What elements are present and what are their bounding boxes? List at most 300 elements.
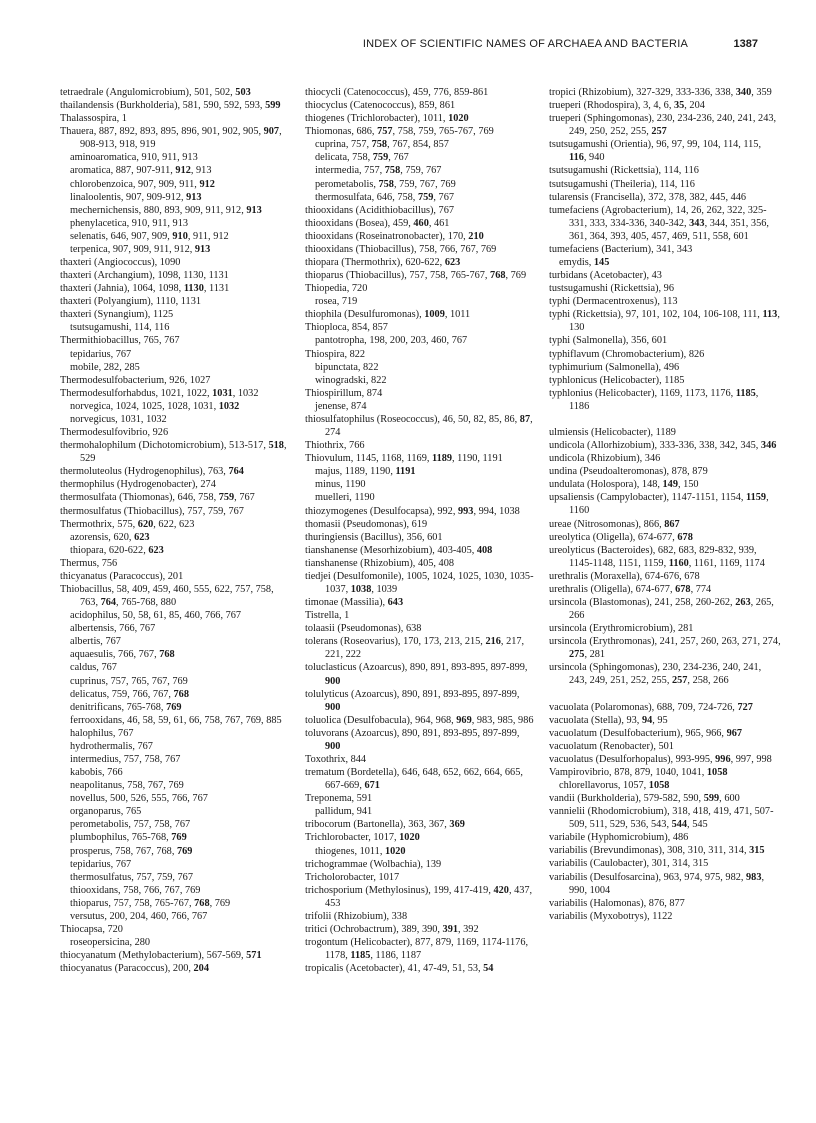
index-subentry bbox=[305, 164, 537, 177]
entry-text-after: , 1190, 1191 bbox=[452, 453, 503, 465]
entry-text: versutus, 200, 204, 460, 766, 767 bbox=[70, 910, 208, 922]
entry-primary-page: 369 bbox=[449, 819, 465, 831]
entry-primary-page: 758 bbox=[378, 178, 394, 190]
index-entry bbox=[305, 661, 537, 687]
entry-primary-page: 1031 bbox=[212, 387, 233, 399]
entry-primary-page: 727 bbox=[737, 701, 753, 713]
entry-primary-page: 1020 bbox=[448, 113, 469, 125]
entry-primary-page: 503 bbox=[235, 87, 251, 98]
entry-text-after: , 265, 266 bbox=[569, 596, 774, 622]
index-entry bbox=[60, 269, 292, 282]
entry-text: jenense, 874 bbox=[315, 400, 367, 412]
entry-text: cuprinus, 757, 765, 767, 769 bbox=[70, 675, 188, 687]
entry-primary-page: 764 bbox=[100, 597, 117, 609]
entry-text: Thermodesulfobacterium, 926, 1027 bbox=[60, 374, 211, 386]
index-subentry bbox=[305, 361, 537, 374]
index-entry bbox=[549, 714, 781, 727]
entry-primary-page: 620 bbox=[137, 518, 154, 530]
entry-text-after: , 983, 985, 986 bbox=[471, 714, 534, 726]
index-entry bbox=[549, 86, 781, 99]
entry-text: Thiothrix, 766 bbox=[305, 440, 365, 452]
entry-primary-page: 759 bbox=[218, 492, 235, 504]
index-entry bbox=[305, 544, 537, 557]
index-entry bbox=[305, 831, 537, 844]
index-subentry bbox=[60, 413, 292, 426]
entry-primary-page: 768 bbox=[490, 270, 506, 282]
index-subentry bbox=[60, 897, 292, 910]
entry-text: trifolii (Rhizobium), 338 bbox=[305, 910, 408, 922]
index-subentry bbox=[60, 753, 292, 766]
entry-text-after: , 767 bbox=[433, 191, 454, 203]
entry-text: upsaliensis (Campylobacter), 1147-1151, 1154, bbox=[549, 492, 747, 504]
index-entry bbox=[60, 387, 292, 400]
entry-primary-page: 1185 bbox=[350, 950, 371, 962]
index-entry bbox=[305, 635, 537, 661]
entry-text: Thalassospira, 1 bbox=[60, 113, 127, 125]
entry-primary-page: 769 bbox=[176, 845, 193, 857]
entry-text: albertensis, 766, 767 bbox=[70, 623, 156, 635]
index-subentry bbox=[60, 884, 292, 897]
entry-primary-page: 94 bbox=[641, 714, 653, 726]
entry-text: urethralis (Moraxella), 674-676, 678 bbox=[549, 570, 700, 582]
entry-primary-page: 768 bbox=[159, 649, 175, 661]
entry-text-after: , 767 bbox=[234, 492, 255, 504]
entry-text: trematum (Bordetella), 646, 648, 652, 662, 664, 665, 667-669, bbox=[305, 767, 523, 792]
index-entry bbox=[60, 583, 292, 609]
entry-primary-page: 1191 bbox=[395, 466, 416, 478]
entry-text: intermedia, 757, bbox=[315, 165, 385, 177]
index-entry bbox=[549, 164, 781, 177]
entry-text-after: , 908-913, 918, 919 bbox=[80, 126, 282, 151]
entry-text: thermosulfatus, 757, 759, 767 bbox=[70, 871, 193, 883]
entry-text: ursincola (Erythromicrobium), 281 bbox=[549, 623, 694, 635]
index-entry bbox=[305, 413, 537, 439]
index-subentry bbox=[60, 348, 292, 361]
index-entry bbox=[305, 518, 537, 531]
entry-primary-page: 204 bbox=[193, 963, 209, 975]
entry-primary-page: 913 bbox=[194, 243, 211, 255]
entry-text: ureolytica (Oligella), 674-677, bbox=[549, 531, 678, 543]
entry-text: thermophilus (Hydrogenobacter), 274 bbox=[60, 479, 216, 491]
index-entry bbox=[305, 766, 537, 792]
index-entry bbox=[549, 570, 781, 583]
entry-text: pantotropha, 198, 200, 203, 460, 767 bbox=[315, 335, 468, 347]
entry-text: tularensis (Francisella), 372, 378, 382, 445, 446 bbox=[549, 191, 747, 203]
index-subentry bbox=[60, 622, 292, 635]
entry-text-after: , 600 bbox=[719, 793, 740, 805]
index-entry bbox=[305, 230, 537, 243]
index-entry bbox=[305, 936, 537, 962]
index-subentry bbox=[60, 805, 292, 818]
entry-primary-page: 769 bbox=[166, 701, 182, 713]
index-entry bbox=[305, 348, 537, 361]
entry-text-after: , 1032 bbox=[232, 387, 259, 399]
entry-text: tianshanense (Rhizobium), 405, 408 bbox=[305, 557, 454, 569]
entry-text: trogontum (Helicobacter), 877, 879, 1169, 1174-1176, 1178, bbox=[305, 937, 529, 962]
entry-primary-page: 1185 bbox=[735, 387, 756, 399]
index-entry bbox=[305, 112, 537, 125]
entry-text: trueperi (Rhodospira), 3, 4, 6, bbox=[549, 100, 674, 112]
index-subentry bbox=[305, 845, 537, 858]
entry-text: thiooxidans (Thiobacillus), 758, 766, 767, 769 bbox=[305, 243, 497, 255]
entry-primary-page: 912 bbox=[175, 165, 191, 177]
index-entry bbox=[305, 818, 537, 831]
index-entry bbox=[60, 426, 292, 439]
entry-text: thiogenes (Trichlorobacter), 1011, bbox=[305, 113, 449, 125]
entry-text: thiooxidans (Roseinatronobacter), 170, bbox=[305, 230, 469, 242]
index-entry bbox=[549, 439, 781, 452]
index-entry bbox=[549, 204, 781, 243]
entry-text: Vampirovibrio, 878, 879, 1040, 1041, bbox=[549, 766, 707, 778]
entry-text: Treponema, 591 bbox=[305, 793, 373, 805]
index-subentry bbox=[305, 191, 537, 204]
entry-text: thuringiensis (Bacillus), 356, 601 bbox=[305, 531, 443, 543]
index-subentry bbox=[60, 400, 292, 413]
index-subentry bbox=[60, 178, 292, 191]
index-subentry bbox=[60, 831, 292, 844]
entry-text: neapolitanus, 758, 767, 769 bbox=[70, 780, 184, 792]
index-subentry bbox=[305, 805, 537, 818]
entry-text: thaxteri (Angiococcus), 1090 bbox=[60, 257, 181, 269]
index-entry bbox=[549, 805, 781, 831]
index-subentry bbox=[60, 164, 292, 177]
index-subentry bbox=[60, 648, 292, 661]
entry-text: thiocyanatum (Methylobacterium), 567-569, bbox=[60, 950, 247, 962]
index-subentry bbox=[60, 361, 292, 374]
index-entry bbox=[549, 361, 781, 374]
entry-text: emydis, bbox=[559, 257, 594, 269]
entry-primary-page: 263 bbox=[735, 596, 751, 608]
entry-text: delicatus, 759, 766, 767, bbox=[70, 688, 174, 700]
index-entry bbox=[60, 374, 292, 387]
entry-primary-page: 967 bbox=[726, 727, 743, 739]
entry-text: ureolyticus (Bacteroides), 682, 683, 829-832, 939, 1145-1148, 1151, 1159, bbox=[549, 544, 757, 569]
entry-text: thiopara, 620-622, bbox=[70, 544, 149, 556]
entry-text: aquaesulis, 766, 767, bbox=[70, 649, 160, 661]
entry-text: variabilis (Caulobacter), 301, 314, 315 bbox=[549, 858, 709, 870]
entry-text: vandii (Burkholderia), 579-582, 590, bbox=[549, 793, 704, 805]
entry-text: thermohalophilum (Dichotomicrobium), 513-517, bbox=[60, 440, 269, 452]
entry-text-after: , 769 bbox=[209, 897, 231, 909]
entry-text: variabilis (Halomonas), 876, 877 bbox=[549, 897, 685, 909]
entry-text: thiocyanatus (Paracoccus), 200, bbox=[60, 963, 194, 975]
entry-text: cuprina, 757, bbox=[315, 139, 372, 151]
index-entry bbox=[60, 112, 292, 125]
entry-primary-page: 340 bbox=[735, 87, 752, 98]
entry-primary-page: 758 bbox=[371, 139, 388, 151]
entry-text-after: , 940 bbox=[583, 152, 605, 164]
entry-text: tropici (Rhizobium), 327-329, 333-336, 338, bbox=[549, 87, 736, 98]
index-entry bbox=[60, 439, 292, 465]
running-title: INDEX OF SCIENTIFIC NAMES OF ARCHAEA AND BACTERIA bbox=[362, 38, 688, 50]
entry-text: undicola (Allorhizobium), 333-336, 338, 342, 345, bbox=[549, 440, 761, 452]
entry-text-after: , 774 bbox=[690, 583, 712, 595]
index-subentry bbox=[60, 217, 292, 230]
index-subentry bbox=[60, 243, 292, 256]
index-entry bbox=[305, 531, 537, 544]
index-entry bbox=[305, 714, 537, 727]
entry-primary-page: 518 bbox=[268, 440, 284, 452]
index-entry bbox=[60, 518, 292, 531]
entry-text: turbidans (Acetobacter), 43 bbox=[549, 270, 662, 282]
entry-text: Thauera, 887, 892, 893, 895, 896, 901, 902, 905, bbox=[60, 126, 264, 138]
entry-primary-page: 1038 bbox=[350, 583, 372, 595]
index-entry bbox=[305, 308, 537, 321]
index-subentry bbox=[60, 151, 292, 164]
entry-primary-page: 678 bbox=[677, 531, 693, 543]
index-entry bbox=[549, 661, 781, 687]
index-entry bbox=[60, 570, 292, 583]
entry-primary-page: 113 bbox=[762, 309, 778, 321]
entry-primary-page: 210 bbox=[468, 230, 484, 242]
index-entry bbox=[60, 282, 292, 295]
entry-primary-page: 757 bbox=[377, 126, 393, 138]
entry-text-after: , 767 bbox=[388, 152, 409, 164]
entry-text: variabile (Hyphomicrobium), 486 bbox=[549, 832, 689, 844]
entry-text: rosea, 719 bbox=[315, 296, 358, 308]
index-entry bbox=[549, 701, 781, 714]
entry-text: aromatica, 887, 907-911, bbox=[70, 165, 176, 177]
entry-primary-page: 1130 bbox=[183, 283, 204, 295]
index-entry bbox=[60, 295, 292, 308]
index-subentry bbox=[60, 531, 292, 544]
index-subentry bbox=[60, 321, 292, 334]
index-subentry bbox=[60, 609, 292, 622]
entry-text: thermoluteolus (Hydrogenophilus), 763, bbox=[60, 466, 229, 478]
entry-text: chlorobenzoica, 907, 909, 911, bbox=[70, 178, 200, 190]
entry-text: typhimurium (Salmonella), 496 bbox=[549, 361, 680, 373]
entry-text: thiosulfatophilus (Roseococcus), 46, 50, 82, 85, 86, bbox=[305, 413, 520, 425]
entry-text-after: , 150 bbox=[677, 479, 699, 491]
entry-primary-page: 912 bbox=[199, 178, 215, 190]
entry-primary-page: 315 bbox=[749, 845, 765, 857]
entry-text: perometabolis, bbox=[315, 178, 379, 190]
index-entry bbox=[60, 923, 292, 936]
entry-text: thaxteri (Polyangium), 1110, 1131 bbox=[60, 296, 201, 308]
entry-primary-page: 758 bbox=[384, 165, 401, 177]
index-subentry bbox=[60, 191, 292, 204]
entry-text: chlorellavorus, 1057, bbox=[559, 779, 649, 791]
entry-text: toluclasticus (Azoarcus), 890, 891, 893-895, 897-899, bbox=[305, 662, 528, 674]
index-entry bbox=[305, 269, 537, 282]
entry-primary-page: 907 bbox=[263, 126, 280, 138]
index-entry bbox=[60, 308, 292, 321]
entry-primary-page: 769 bbox=[171, 832, 187, 844]
entry-text-after: , 281 bbox=[584, 649, 606, 661]
entry-text: tetraedrale (Angulomicrobium), 501, 502, bbox=[60, 87, 236, 98]
entry-text: thaxteri (Jahnia), 1064, 1098, bbox=[60, 283, 184, 295]
index-entry bbox=[549, 766, 781, 779]
entry-primary-page: 275 bbox=[569, 649, 585, 661]
index-entry bbox=[549, 897, 781, 910]
index-entry bbox=[549, 295, 781, 308]
entry-text: prosperus, 758, 767, 768, bbox=[70, 845, 177, 857]
index-subentry bbox=[60, 779, 292, 792]
entry-text: tustsugamushi (Rickettsia), 96 bbox=[549, 283, 674, 295]
index-subentry bbox=[549, 779, 781, 792]
entry-text: tsutsugamushi (Theileria), 114, 116 bbox=[549, 178, 695, 190]
entry-text: toluolica (Desulfobacula), 964, 968, bbox=[305, 714, 457, 726]
entry-primary-page: 643 bbox=[387, 597, 404, 609]
index-entry bbox=[305, 125, 537, 138]
entry-text: thaxteri (Archangium), 1098, 1130, 1131 bbox=[60, 270, 229, 282]
index-entry bbox=[549, 583, 781, 596]
entry-text: perometabolis, 757, 758, 767 bbox=[70, 819, 191, 831]
entry-text: urethralis (Oligella), 674-677, bbox=[549, 583, 676, 595]
index-subentry bbox=[305, 138, 537, 151]
entry-text-after: , 1186, 1187 bbox=[370, 950, 422, 962]
index-subentry bbox=[60, 871, 292, 884]
index-entry bbox=[549, 178, 781, 191]
entry-text: tritici (Ochrobactrum), 389, 390, bbox=[305, 924, 443, 935]
index-subentry bbox=[60, 910, 292, 923]
entry-primary-page: 116 bbox=[569, 152, 584, 164]
entry-primary-page: 1058 bbox=[706, 766, 728, 778]
index-subentry bbox=[305, 374, 537, 387]
index-entry bbox=[305, 753, 537, 766]
entry-text: Thiospirillum, 874 bbox=[305, 387, 383, 399]
entry-text: undicola (Rhizobium), 346 bbox=[549, 453, 661, 465]
entry-primary-page: 623 bbox=[134, 531, 150, 543]
entry-text: ursincola (Blastomonas), 241, 258, 260-262, bbox=[549, 596, 736, 608]
entry-text-after: , 1131 bbox=[203, 283, 230, 295]
index-entry bbox=[549, 792, 781, 805]
index-subentry bbox=[305, 491, 537, 504]
entry-text: toluvorans (Azoarcus), 890, 891, 893-895, 897-899, bbox=[305, 727, 520, 739]
entry-text-after: , 765-768, 880 bbox=[116, 597, 177, 609]
entry-text-after: , 130 bbox=[569, 309, 780, 334]
entry-text: caldus, 767 bbox=[70, 662, 117, 674]
index-entry bbox=[549, 452, 781, 465]
entry-primary-page: 759 bbox=[417, 191, 434, 203]
entry-text: trichogrammae (Wolbachia), 139 bbox=[305, 858, 442, 870]
entry-text: thiopara (Thermothrix), 620-622, bbox=[305, 257, 445, 269]
entry-text: thaxteri (Synangium), 1125 bbox=[60, 309, 174, 321]
index-entry bbox=[60, 256, 292, 269]
index-entry bbox=[549, 478, 781, 491]
entry-text: vacuolatum (Desulfobacterium), 965, 966, bbox=[549, 727, 727, 739]
index-entry bbox=[549, 191, 781, 204]
entry-text-after: , 997, 998 bbox=[730, 753, 772, 765]
entry-text: typhlonius (Helicobacter), 1169, 1173, 1176, bbox=[549, 387, 736, 399]
entry-text-after: , 274 bbox=[325, 413, 533, 439]
index-subentry bbox=[60, 688, 292, 701]
index-entry bbox=[305, 557, 537, 570]
index-entry bbox=[305, 923, 537, 936]
index-entry bbox=[549, 243, 781, 256]
index-entry bbox=[305, 792, 537, 805]
entry-text-after: , 767, 854, 857 bbox=[387, 139, 449, 151]
entry-primary-page: 408 bbox=[476, 544, 493, 556]
entry-text-after: , 204 bbox=[684, 100, 705, 112]
entry-primary-page: 544 bbox=[671, 819, 688, 831]
index-entry bbox=[305, 243, 537, 256]
entry-primary-page: 913 bbox=[246, 204, 262, 216]
entry-text: majus, 1189, 1190, bbox=[315, 466, 396, 478]
entry-primary-page: 900 bbox=[325, 740, 341, 752]
entry-primary-page: 993 bbox=[457, 505, 474, 517]
entry-text: Tricholorobacter, 1017 bbox=[305, 871, 400, 883]
entry-text: tiedjei (Desulfomonile), 1005, 1024, 1025, 1030, 1035-1037, bbox=[305, 570, 534, 595]
index-entry bbox=[60, 478, 292, 491]
entry-primary-page: 1058 bbox=[648, 779, 670, 791]
entry-primary-page: 343 bbox=[689, 217, 705, 229]
entry-primary-page: 257 bbox=[671, 675, 688, 687]
entry-text: vacuolatum (Renobacter), 501 bbox=[549, 740, 674, 752]
entry-text: thiocycli (Catenococcus), 459, 776, 859-861 bbox=[305, 87, 489, 98]
entry-text: ulmiensis (Helicobacter), 1189 bbox=[549, 426, 676, 438]
entry-text: thermosulfatus (Thiobacillus), 757, 759, 767 bbox=[60, 505, 244, 517]
entry-text-after: , 994, 1038 bbox=[473, 505, 520, 517]
entry-text: typhi (Rickettsia), 97, 101, 102, 104, 106-108, 111, bbox=[549, 309, 763, 321]
index-entry bbox=[549, 374, 781, 387]
index-subentry bbox=[60, 544, 292, 557]
entry-primary-page: 867 bbox=[664, 518, 680, 530]
entry-primary-page: 1189 bbox=[432, 453, 453, 465]
index-entry bbox=[549, 753, 781, 766]
index-subentry bbox=[60, 204, 292, 217]
index-entry bbox=[549, 596, 781, 622]
entry-primary-page: 571 bbox=[246, 950, 262, 962]
index-subentry bbox=[60, 766, 292, 779]
entry-primary-page: 420 bbox=[493, 884, 509, 896]
entry-text: selenatis, 646, 907, 909, bbox=[70, 230, 173, 242]
entry-text: ursincola (Erythromonas), 241, 257, 260, 263, 271, 274, bbox=[549, 636, 781, 648]
entry-text: thermosulfata (Thiomonas), 646, 758, bbox=[60, 492, 219, 504]
entry-text: tsutsugamushi (Rickettsia), 114, 116 bbox=[549, 165, 699, 177]
index-entry bbox=[305, 86, 537, 99]
index-entry bbox=[549, 844, 781, 857]
entry-text: Thiospira, 822 bbox=[305, 348, 366, 360]
index-entry bbox=[549, 334, 781, 347]
index-entry bbox=[305, 256, 537, 269]
index-entry bbox=[305, 609, 537, 622]
entry-primary-page: 145 bbox=[593, 257, 610, 269]
index-entry bbox=[549, 871, 781, 897]
entry-text: Thioploca, 854, 857 bbox=[305, 322, 388, 334]
entry-text: tumefaciens (Agrobacterium), 14, 26, 262, 322, 325-331, 333, 334-336, 340-342, bbox=[549, 204, 767, 229]
entry-primary-page: 1032 bbox=[218, 400, 240, 412]
entry-primary-page: 599 bbox=[703, 793, 720, 805]
entry-text: tepidarius, 767 bbox=[70, 348, 132, 360]
index-entry bbox=[305, 452, 537, 465]
index-subentry bbox=[60, 858, 292, 871]
entry-text: azorensis, 620, bbox=[70, 531, 135, 543]
index-entry bbox=[549, 727, 781, 740]
entry-text-after: , 1039 bbox=[371, 583, 398, 595]
entry-primary-page: 1020 bbox=[384, 845, 406, 857]
index-entry bbox=[60, 962, 292, 975]
index-subentry bbox=[60, 740, 292, 753]
index-entry bbox=[549, 387, 781, 413]
index-subentry bbox=[305, 178, 537, 191]
entry-text: Thermithiobacillus, 765, 767 bbox=[60, 335, 180, 347]
entry-text: undina (Pseudoalteromonas), 878, 879 bbox=[549, 466, 708, 478]
entry-primary-page: 623 bbox=[444, 257, 461, 269]
entry-text-after: , 622, 623 bbox=[153, 518, 195, 530]
entry-text: thioparus (Thiobacillus), 757, 758, 765-767, bbox=[305, 270, 491, 282]
index-entry bbox=[305, 282, 537, 295]
index-entry bbox=[60, 491, 292, 504]
index-entry bbox=[305, 570, 537, 596]
entry-primary-page: 983 bbox=[746, 871, 762, 883]
entry-text: tolulyticus (Azoarcus), 890, 891, 893-895, 897-899, bbox=[305, 688, 520, 700]
entry-primary-page: 87 bbox=[519, 413, 531, 425]
entry-text: tianshanense (Mesorhizobium), 403-405, bbox=[305, 544, 477, 556]
entry-text: tolerans (Roseovarius), 170, 173, 213, 215, bbox=[305, 636, 486, 648]
index-entry bbox=[549, 740, 781, 753]
entry-text: halophilus, 767 bbox=[70, 727, 134, 739]
